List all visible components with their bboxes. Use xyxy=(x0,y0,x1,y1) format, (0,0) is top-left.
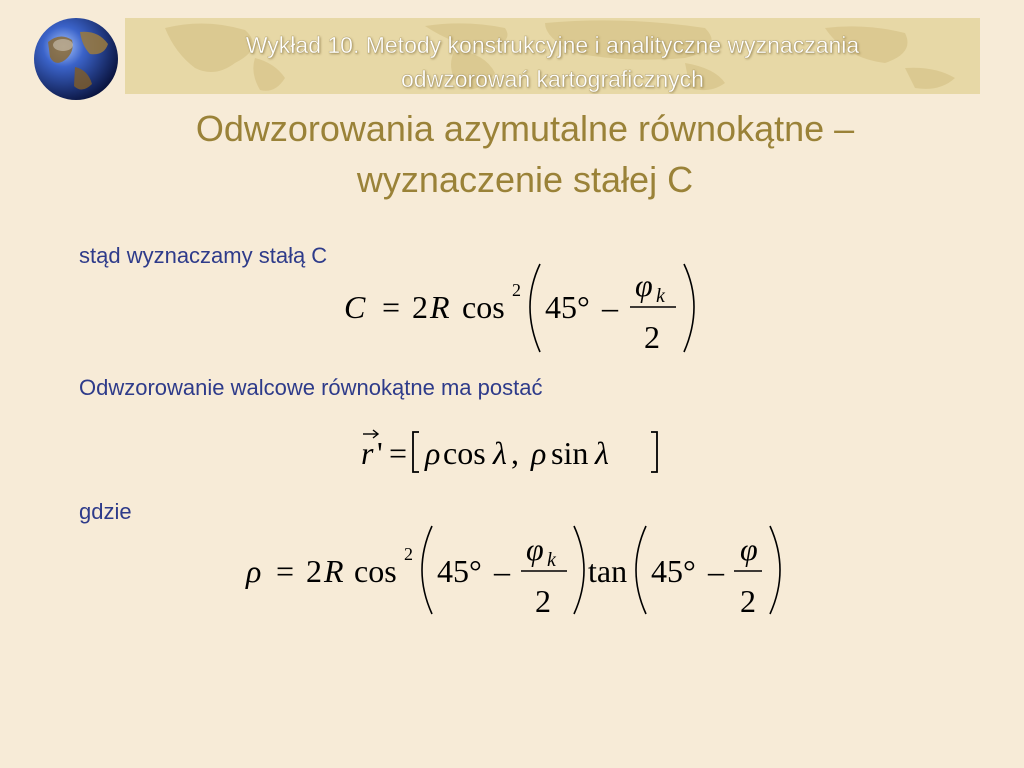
symbol-r: R xyxy=(430,289,450,325)
equals-sign: = xyxy=(389,435,408,471)
sin-function: sin xyxy=(551,435,589,471)
left-paren xyxy=(530,264,540,352)
slide-title-line1: Odwzorowania azymutalne równokątne – xyxy=(195,108,855,149)
right-paren-1 xyxy=(574,526,584,614)
minus-sign-2: – xyxy=(708,553,724,589)
slide-title xyxy=(90,103,960,205)
left-paren-1 xyxy=(422,526,432,614)
formula-constant-c xyxy=(340,258,710,363)
left-paren-2 xyxy=(636,526,646,614)
symbol-phi-2: φ xyxy=(740,531,758,567)
symbol-lambda-1: λ xyxy=(493,435,507,471)
symbol-lambda-2: λ xyxy=(595,435,609,471)
left-bracket xyxy=(413,432,419,472)
coefficient: 2 xyxy=(306,553,322,589)
minus-sign: – xyxy=(602,289,618,325)
lecture-header-line1: Wykład 10. Metody konstrukcyjne i analityczne wyznaczania xyxy=(245,32,860,58)
header-band xyxy=(125,18,980,94)
equals-sign: = xyxy=(276,553,295,589)
angle-45-2: 45° xyxy=(651,553,696,589)
denominator-2: 2 xyxy=(740,583,756,619)
exponent: 2 xyxy=(404,544,413,564)
denominator-1: 2 xyxy=(535,583,551,619)
coefficient: 2 xyxy=(412,289,428,325)
subscript-k: k xyxy=(656,285,665,307)
angle-45: 45° xyxy=(545,289,590,325)
symbol-rho: ρ xyxy=(246,553,262,589)
symbol-c: C xyxy=(344,289,366,325)
lecture-header-line2: odwzorowań kartograficznych xyxy=(401,66,704,92)
exponent: 2 xyxy=(512,280,521,300)
globe-logo-icon xyxy=(30,12,122,102)
prime-mark: ' xyxy=(377,435,383,471)
text-gdzie: gdzie xyxy=(79,499,132,524)
comma: , xyxy=(511,435,519,471)
angle-45-1: 45° xyxy=(437,553,482,589)
minus-sign-1: – xyxy=(494,553,510,589)
lecture-header xyxy=(125,28,980,94)
subscript-k: k xyxy=(547,549,556,571)
symbol-rho-1: ρ xyxy=(425,435,441,471)
symbol-r-vector: r xyxy=(361,435,374,471)
equals-sign: = xyxy=(382,289,401,325)
symbol-phi: φ xyxy=(635,267,653,303)
symbol-phi-1: φ xyxy=(526,531,544,567)
cos-function: cos xyxy=(354,553,397,589)
text-stad-wyznaczamy: stąd wyznaczamy stałą C xyxy=(79,243,328,268)
cos-function: cos xyxy=(462,289,505,325)
tan-function: tan xyxy=(588,553,628,589)
formula-rho xyxy=(240,520,800,625)
slide-title-line2: wyznaczenie stałej C xyxy=(356,159,694,200)
symbol-rho-2: ρ xyxy=(531,435,547,471)
right-paren xyxy=(684,264,694,352)
formula-cylindrical xyxy=(355,424,675,481)
right-paren-2 xyxy=(770,526,780,614)
cos-function: cos xyxy=(443,435,486,471)
denominator: 2 xyxy=(644,319,660,355)
right-bracket xyxy=(651,432,657,472)
symbol-r: R xyxy=(324,553,344,589)
text-odwzorowanie-walcowe: Odwzorowanie walcowe równokątne ma postać xyxy=(79,375,543,400)
